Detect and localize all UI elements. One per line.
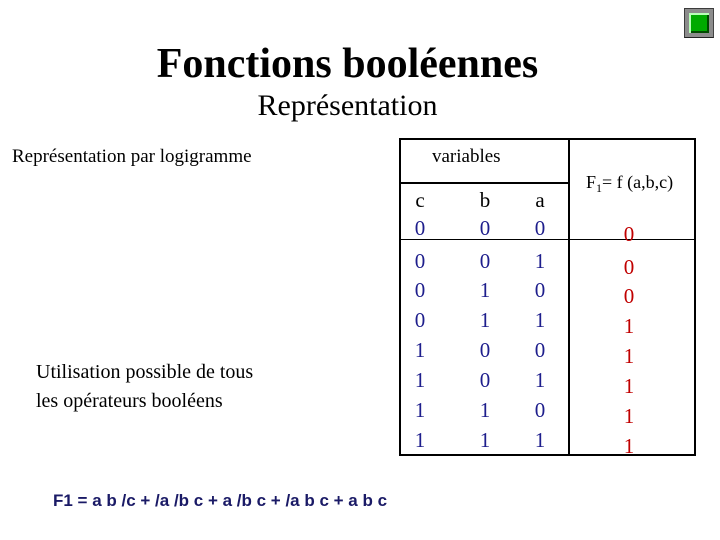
input-cell-c: 0 (414, 249, 426, 273)
input-cell-c: 1 (414, 338, 426, 362)
slide-subtitle: Représentation (257, 89, 438, 122)
input-cell-c: 0 (414, 216, 426, 240)
header-a: a (535, 188, 545, 212)
input-cell-b: 1 (479, 308, 491, 332)
input-cell-b: 1 (479, 428, 491, 452)
green-square-button-icon[interactable] (684, 8, 714, 38)
boolean-formula: F1 = a b /c + /a /b c + a /b c + /a b c + a b c (53, 491, 388, 510)
input-cell-a: 0 (534, 216, 546, 240)
input-cell-c: 1 (414, 368, 426, 392)
input-cell-b: 0 (479, 338, 491, 362)
logigram-heading: Représentation par logigramme (12, 146, 252, 167)
output-heading-sub: 1 (596, 181, 603, 195)
header-b: b (479, 188, 491, 212)
input-cell-a: 1 (534, 428, 546, 452)
green-square-button-face (689, 13, 709, 33)
output-heading-prefix: F (586, 172, 597, 192)
table-bottom-border (400, 454, 696, 456)
input-cell-b: 1 (479, 398, 491, 422)
table-top-border (400, 138, 695, 140)
input-cell-c: 0 (414, 278, 426, 302)
output-cell: 1 (623, 374, 635, 398)
operators-note (36, 358, 253, 416)
operators-note-line-2: les opérateurs booléens (36, 390, 223, 412)
variables-divider (400, 182, 569, 184)
input-cell-a: 0 (534, 278, 546, 302)
input-cell-b: 0 (479, 249, 491, 273)
input-cell-a: 1 (534, 308, 546, 332)
output-heading-suffix: = f (a,b,c) (602, 172, 674, 192)
slide-title: Fonctions booléennes (156, 41, 539, 87)
table-left-border (399, 138, 401, 456)
input-cell-c: 0 (414, 308, 426, 332)
input-cell-c: 1 (414, 398, 426, 422)
output-cell: 1 (623, 404, 635, 428)
input-cell-b: 0 (479, 216, 491, 240)
input-cell-a: 1 (534, 249, 546, 273)
output-cell: 0 (623, 255, 635, 279)
operators-note-line-1: Utilisation possible de tous (36, 361, 254, 383)
input-cell-c: 1 (414, 428, 426, 452)
variables-label: variables (432, 146, 501, 167)
output-cell: 0 (623, 222, 635, 246)
input-cell-a: 0 (534, 398, 546, 422)
variables-right-border (568, 138, 570, 456)
input-cell-b: 0 (479, 368, 491, 392)
output-cell: 0 (623, 284, 635, 308)
input-cell-a: 1 (534, 368, 546, 392)
output-heading (586, 170, 673, 200)
table-right-border (694, 138, 696, 456)
output-cell: 1 (623, 434, 635, 458)
output-cell: 1 (623, 344, 635, 368)
input-cell-a: 0 (534, 338, 546, 362)
input-cell-b: 1 (479, 278, 491, 302)
output-cell: 1 (623, 314, 635, 338)
header-c: c (415, 188, 425, 212)
